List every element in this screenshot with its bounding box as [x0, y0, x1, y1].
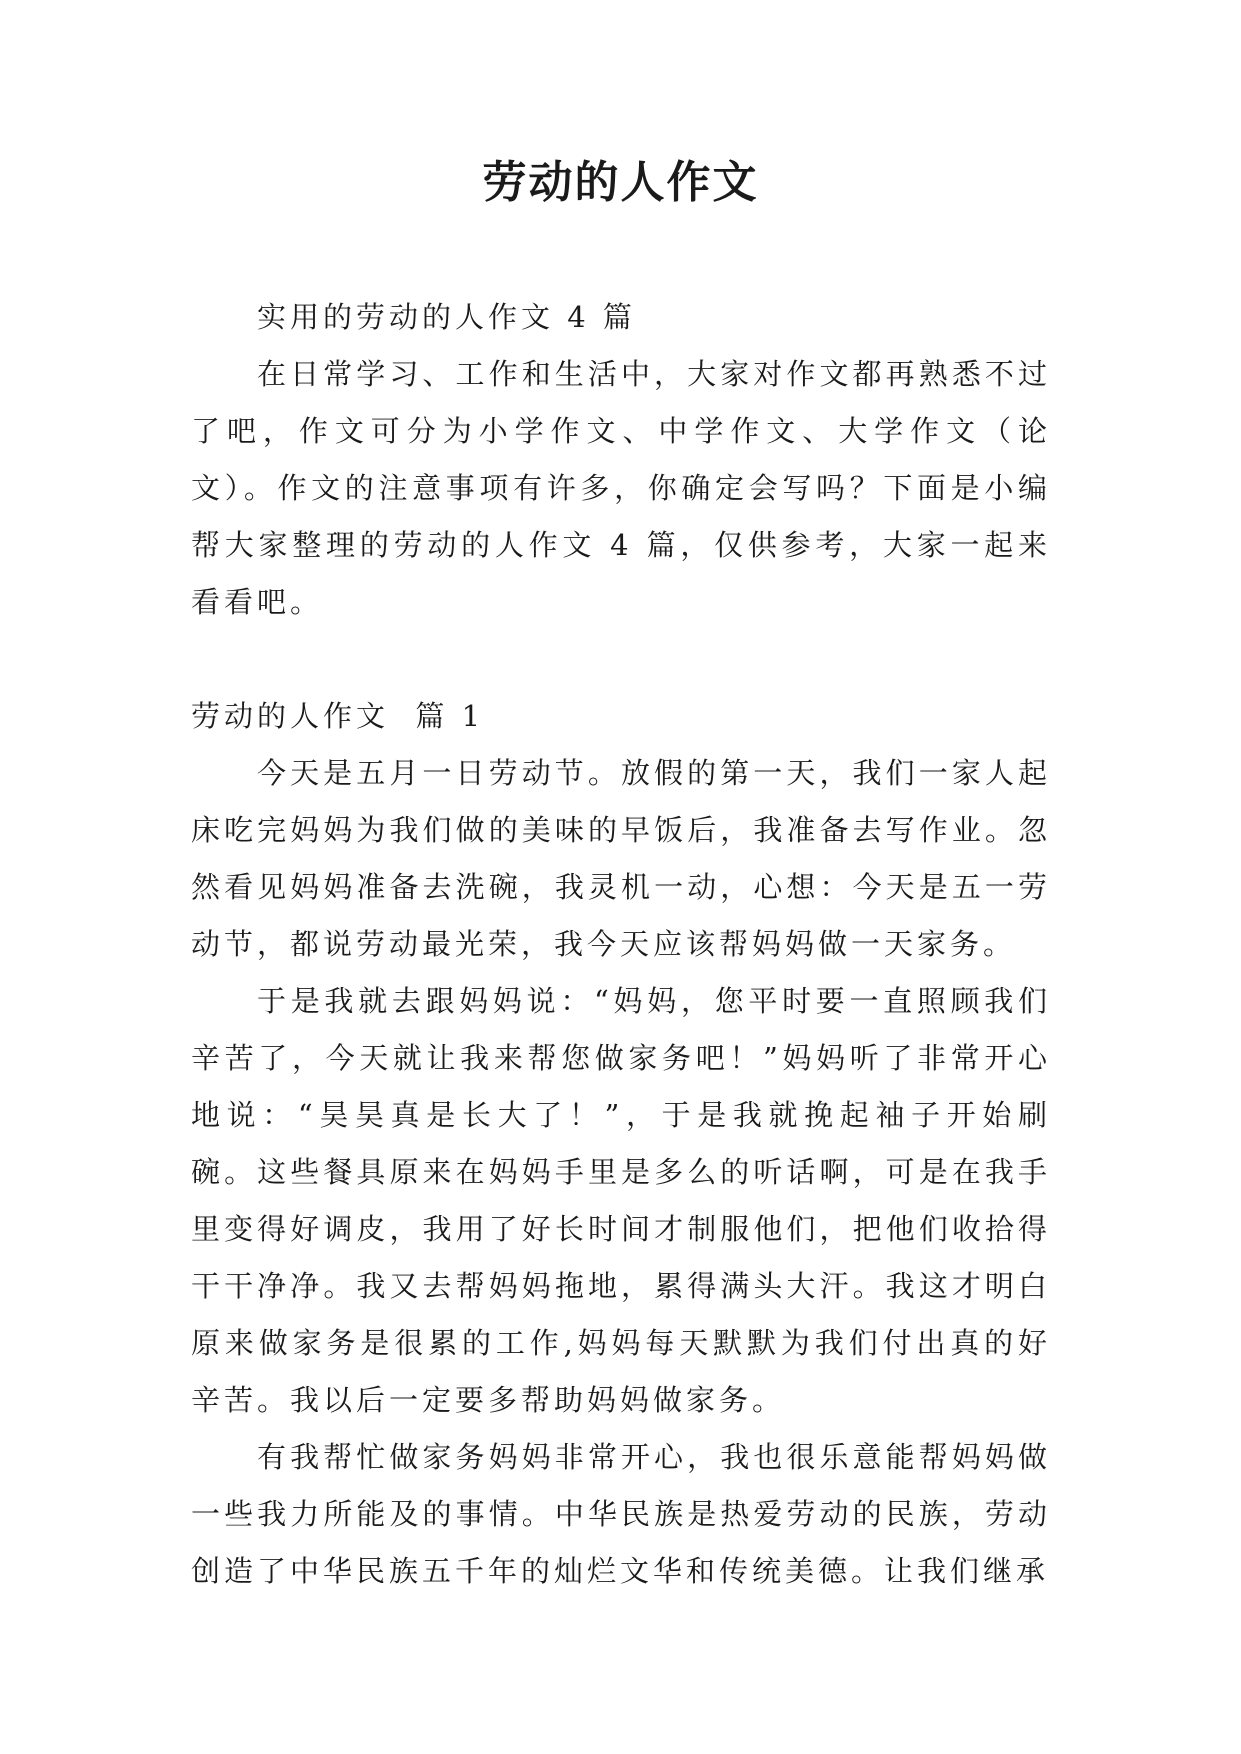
intro-paragraph: 在日常学习、工作和生活中，大家对作文都再熟悉不过了吧，作文可分为小学作文、中学作文、大学作文（论文）。作文的注意事项有许多，你确定会写吗？下面是小编帮大家整理的劳动的人作文 4 篇，仅供参考，大家一起来看看吧。	[191, 357, 1051, 619]
section-heading: 劳动的人作文 篇 1	[191, 699, 485, 733]
body-paragraph: 今天是五月一日劳动节。放假的第一天，我们一家人起床吃完妈妈为我们做的美味的早饭后，我准备去写作业。忽然看见妈妈准备去洗碗，我灵机一动，心想：今天是五一劳动节，都说劳动最光荣，我今天应该帮妈妈做一天家务。	[191, 756, 1051, 961]
document-subtitle: 实用的劳动的人作文 4 篇	[257, 300, 636, 334]
document-body	[191, 289, 1051, 1600]
body-paragraph: 有我帮忙做家务妈妈非常开心，我也很乐意能帮妈妈做一些我力所能及的事情。中华民族是热爱劳动的民族，劳动创造了中华民族五千年的灿烂文华和传统美德。让我们继承	[191, 1440, 1051, 1588]
section-spacer	[191, 631, 1051, 688]
body-paragraph: 于是我就去跟妈妈说：“妈妈，您平时要一直照顾我们辛苦了，今天就让我来帮您做家务吧！”妈妈听了非常开心地说：“昊昊真是长大了！”，于是我就挽起袖子开始刷碗。这些餐具原来在妈妈手里是多么的听话啊，可是在我手里变得好调皮，我用了好长时间才制服他们，把他们收拾得干干净净。我又去帮妈妈拖地，累得满头大汗。我这才明白原来做家务是很累的工作,妈妈每天默默为我们付出真的好辛苦。我以后一定要多帮助妈妈做家务。	[191, 984, 1051, 1417]
document-title: 劳动的人作文	[482, 157, 759, 208]
